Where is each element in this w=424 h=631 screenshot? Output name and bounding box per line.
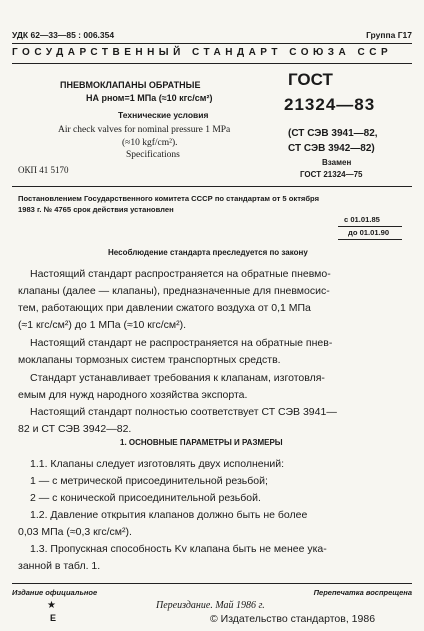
clause-1-1: 1.1. Клапаны следует изготовлять двух исполнений: [30, 458, 285, 470]
paragraph-2-line-b: моклапаны тормозных систем транспортных средств. [18, 354, 281, 366]
decree-line2: 1983 г. № 4765 срок действия установлен [18, 205, 174, 214]
decree-line1: Постановлением Государственного комитета СССР по стандартам от 5 октября [18, 194, 320, 203]
edition-letter: Е [50, 613, 57, 623]
top-rule-2 [12, 63, 412, 64]
udk-code: УДК 62—33—85 : 006.354 [12, 30, 115, 40]
paragraph-2-line-a: Настоящий стандарт не распространяется на обратные пнев- [30, 337, 333, 349]
section-1-title: 1. ОСНОВНЫЕ ПАРАМЕТРЫ И РАЗМЕРЫ [120, 438, 283, 447]
date-rule-2 [338, 239, 402, 240]
paragraph-3-line-b: емым для нужд народного хозяйства экспорта. [18, 389, 248, 401]
gost-label: ГОСТ [288, 70, 333, 89]
official-edition-label: Издание официальное [12, 588, 98, 597]
gost-number: 21324—83 [284, 95, 376, 114]
title-ru-line3: Технические условия [118, 110, 209, 120]
state-standard-heading: ГОСУДАРСТВЕННЫЙ СТАНДАРТ СОЮЗА ССР [12, 47, 393, 58]
title-en-line2: (≈10 kgf/cm²). [122, 138, 178, 148]
st-sev-line1: (СТ СЭВ 3941—82, [288, 128, 378, 139]
paragraph-4-line-b: 82 и СТ СЭВ 3942—82. [18, 423, 132, 435]
paragraph-3-line-a: Стандарт устанавливает требования к клапанам, изготовля- [30, 372, 325, 384]
group-code: Группа Г17 [366, 30, 412, 40]
validity-from: с 01.01.85 [344, 215, 380, 224]
publisher-copyright: © Издательство стандартов, 1986 [210, 613, 376, 625]
paragraph-1-line-b: клапаны (далее — клапаны), предназначенные для пневмосис- [18, 285, 330, 297]
title-en-line3: Specifications [126, 150, 180, 160]
okp-code: ОКП 41 5170 [18, 165, 69, 175]
top-rule [12, 43, 412, 44]
no-reprint-label: Перепечатка воспрещена [313, 588, 412, 597]
replaces-value: ГОСТ 21324—75 [300, 170, 363, 179]
paragraph-1-line-a: Настоящий стандарт распространяется на обратные пневмо- [30, 268, 331, 280]
st-sev-line2: СТ СЭВ 3942—82) [288, 143, 375, 154]
bottom-rule [12, 583, 412, 584]
clause-1-1-variant-1: 1 — с метрической присоединительной резьбой; [30, 475, 268, 487]
clause-1-3-line-a: 1.3. Пропускная способность Kv клапана быть не менее ука- [30, 543, 327, 555]
star-icon: ★ [47, 600, 56, 611]
reprint-note: Переиздание. Май 1986 г. [156, 600, 265, 611]
nonobservance-notice: Несоблюдение стандарта преследуется по закону [108, 248, 308, 257]
validity-to: до 01.01.90 [348, 228, 390, 237]
date-rule-1 [338, 226, 402, 227]
paragraph-1-line-c: тем, работающих при давлении сжатого воздуха от 0,1 МПа [18, 302, 311, 314]
title-ru-line2: НА pном=1 МПа (≈10 кгс/см²) [86, 93, 213, 103]
title-en-line1: Air check valves for nominal pressure 1 MPa [58, 125, 231, 135]
clause-1-2-line-a: 1.2. Давление открытия клапанов должно быть не более [30, 509, 308, 521]
title-ru-line1: ПНЕВМОКЛАПАНЫ ОБРАТНЫЕ [60, 80, 201, 90]
clause-1-1-variant-2: 2 — с конической присоединительной резьбой. [30, 492, 261, 504]
paragraph-4-line-a: Настоящий стандарт полностью соответствует СТ СЭВ 3941— [30, 406, 337, 418]
middle-rule [12, 186, 412, 187]
replaces-label: Взамен [322, 158, 352, 167]
clause-1-3-line-b: занной в табл. 1. [18, 560, 101, 572]
clause-1-2-line-b: 0,03 МПа (≈0,3 кгс/см²). [18, 526, 132, 538]
paragraph-1-line-d: (≈1 кгс/см²) до 1 МПа (≈10 кгс/см²). [18, 319, 187, 331]
